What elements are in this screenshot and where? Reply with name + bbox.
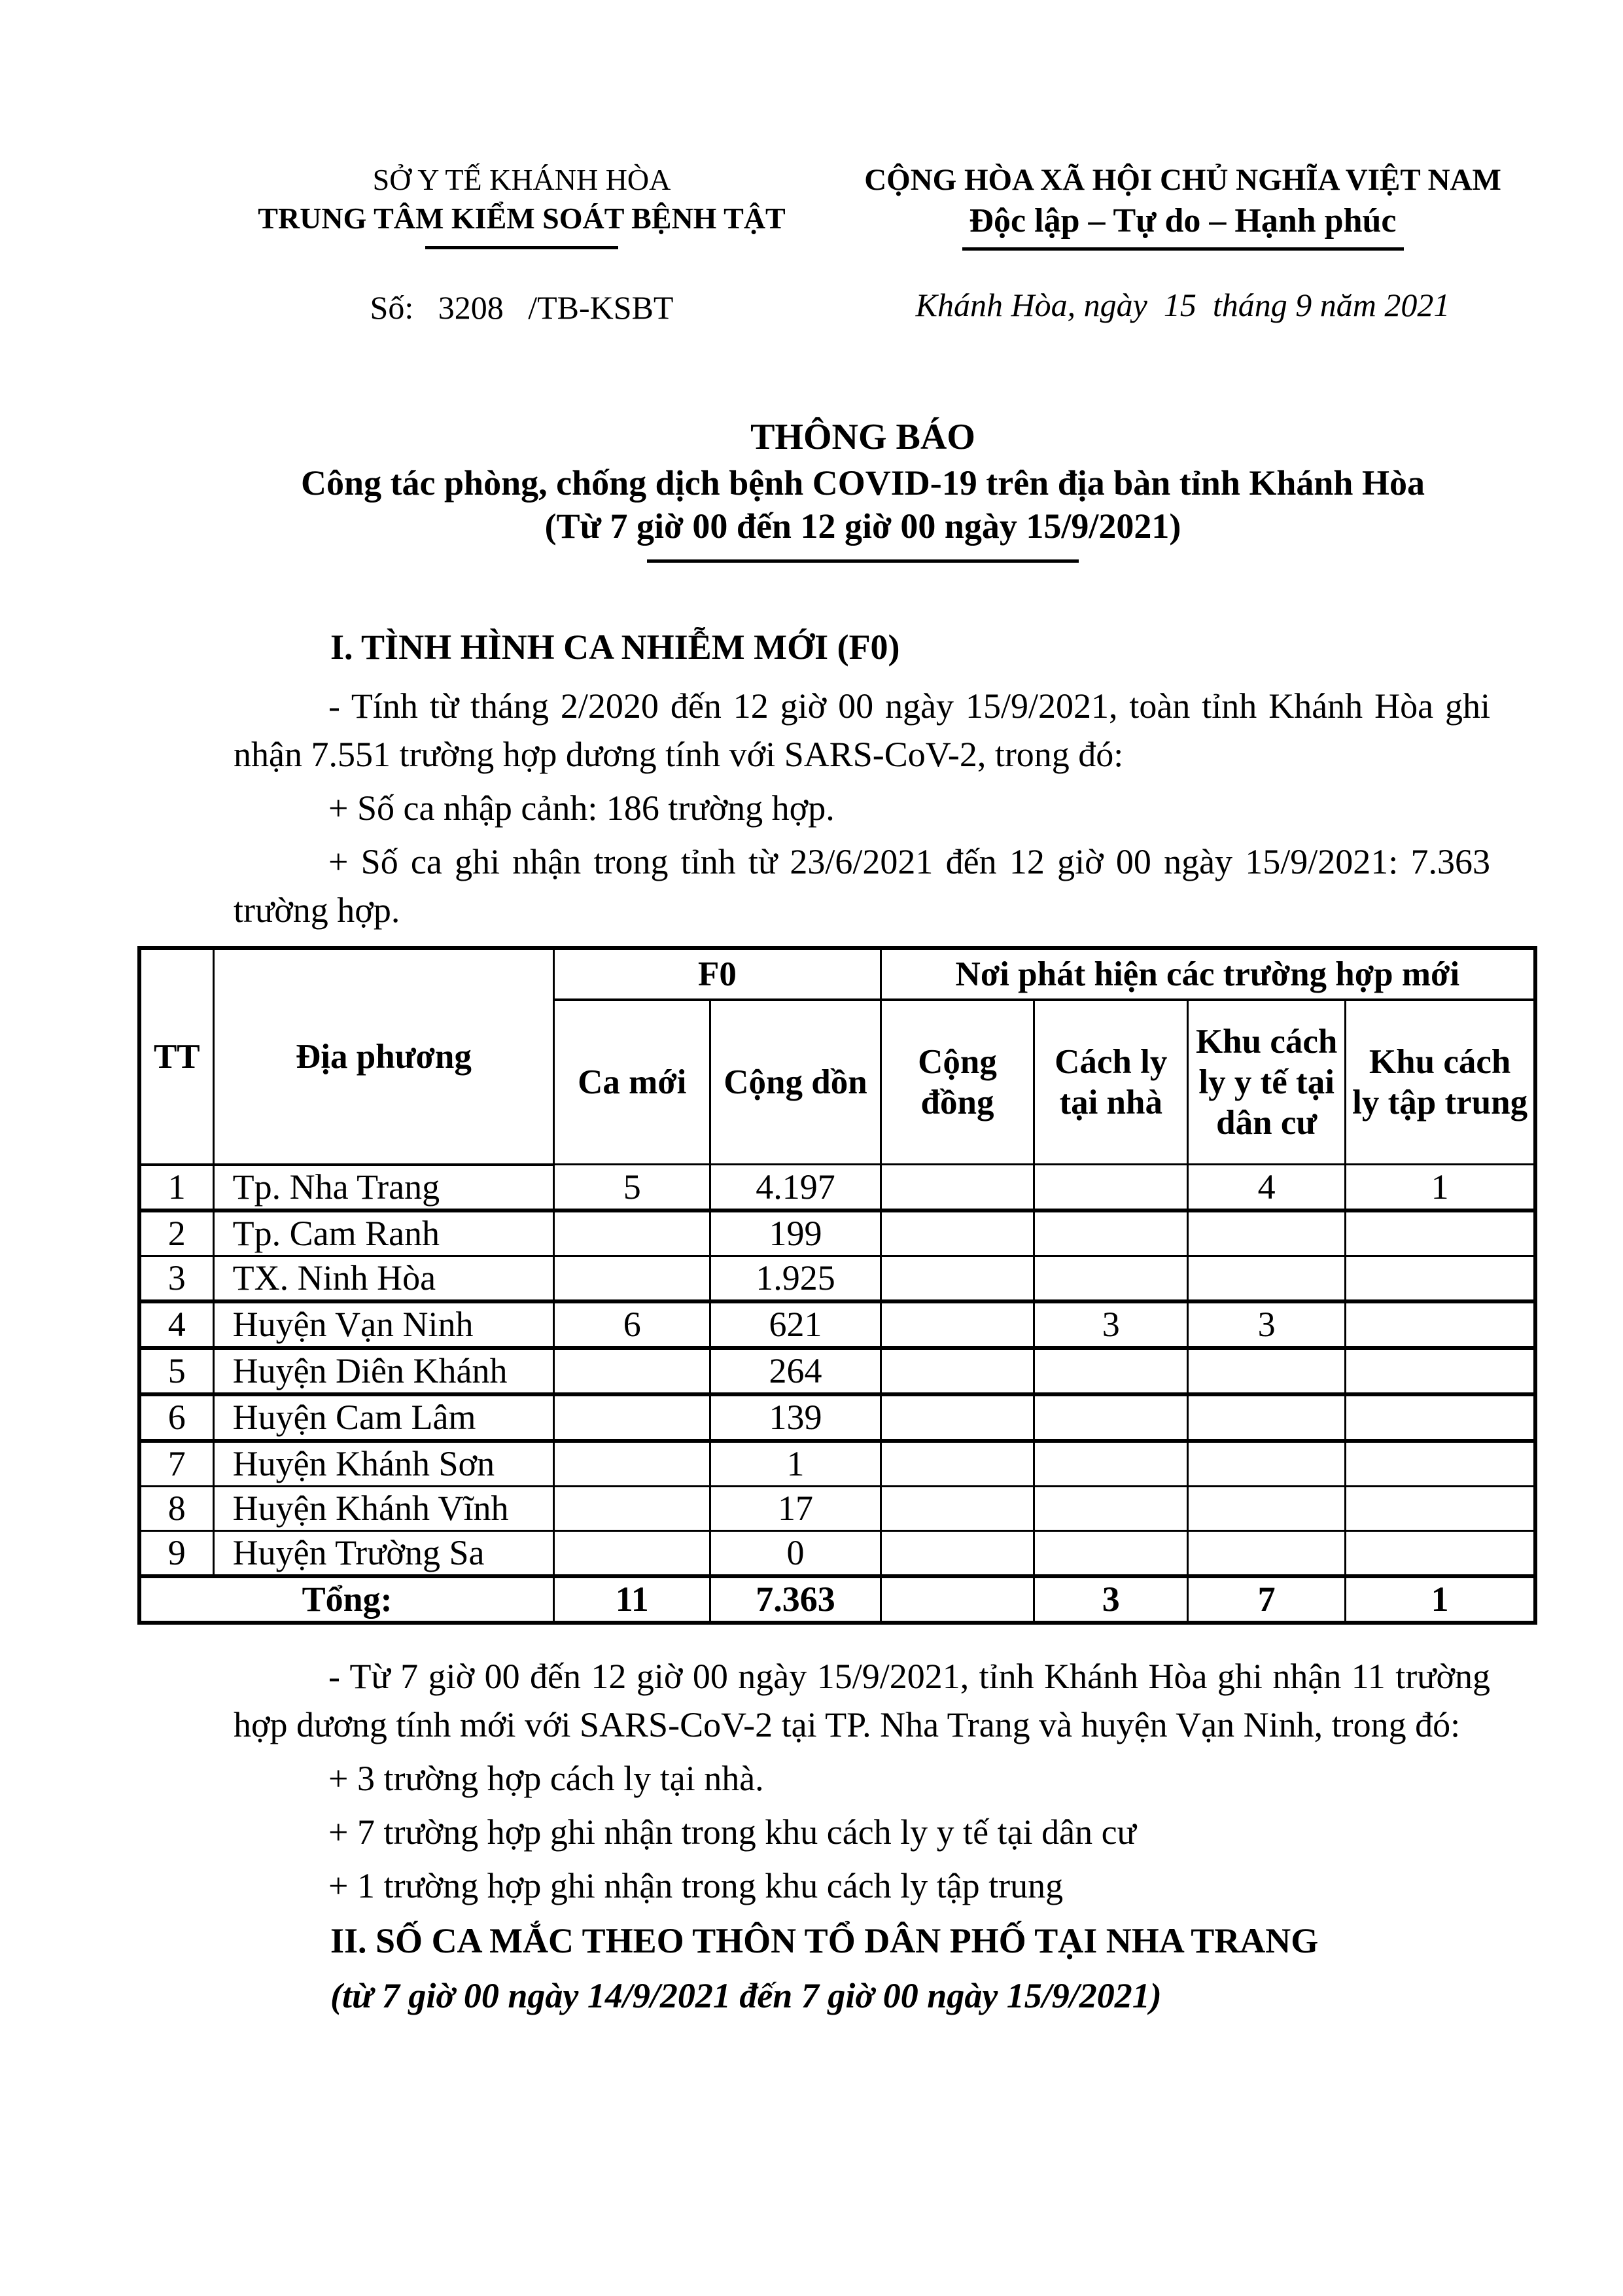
table-row [139, 1394, 1535, 1441]
cell-locality: TX. Ninh Hòa [213, 1256, 554, 1301]
col-header-home-quarantine: Cách ly tại nhà [1034, 1000, 1188, 1165]
bullet-local-cases: + Số ca ghi nhận trong tỉnh từ 23/6/2021 đến 12 giờ 00 ngày 15/9/2021: 7.363 trường hợp. [234, 842, 1490, 930]
cell-total-medical-quarantine: 7 [1188, 1576, 1346, 1623]
cell-cumulative: 0 [710, 1530, 881, 1576]
cell-tt: 2 [139, 1210, 213, 1256]
section-2-heading: II. SỐ CA MẮC THEO THÔN TỔ DÂN PHỐ TẠI NHA TRANG [330, 1920, 1319, 1960]
cell-medical-quarantine [1188, 1530, 1346, 1576]
cell-new-cases [554, 1441, 710, 1487]
cell-tt: 5 [139, 1348, 213, 1394]
col-header-new-cases: Ca mới [554, 1000, 710, 1165]
cell-concentrated-quarantine [1346, 1394, 1535, 1441]
cell-total-home-quarantine: 3 [1034, 1576, 1188, 1623]
cell-community [881, 1256, 1034, 1301]
issuing-org-name: TRUNG TÂM KIỂM SOÁT BỆNH TẬT [258, 202, 786, 235]
cell-concentrated-quarantine [1346, 1486, 1535, 1530]
cell-locality: Huyện Khánh Vĩnh [213, 1486, 554, 1530]
cell-concentrated-quarantine: 1 [1346, 1165, 1535, 1210]
para-cumulative-cases: - Tính từ tháng 2/2020 đến 12 giờ 00 ngày 15/9/2021, toàn tỉnh Khánh Hòa ghi nhận 7.551 trường hợp dương tính với SARS-CoV-2, trong đó: [234, 686, 1490, 774]
cell-medical-quarantine [1188, 1441, 1346, 1487]
letterhead [0, 0, 1623, 327]
cell-new-cases: 5 [554, 1165, 710, 1210]
cell-community [881, 1530, 1034, 1576]
document-number: Số: 3208 /TB-KSBT [370, 289, 674, 326]
cell-cumulative: 1 [710, 1441, 881, 1487]
cell-cumulative: 17 [710, 1486, 881, 1530]
cell-total-label: Tổng: [139, 1576, 554, 1623]
table-row [139, 1486, 1535, 1530]
cell-home-quarantine [1034, 1165, 1188, 1210]
table-row [139, 1530, 1535, 1576]
cell-new-cases [554, 1394, 710, 1441]
cell-locality: Huyện Khánh Sơn [213, 1441, 554, 1487]
cell-cumulative: 264 [710, 1348, 881, 1394]
cell-cumulative: 4.197 [710, 1165, 881, 1210]
cell-total-cumulative: 7.363 [710, 1576, 881, 1623]
cell-tt: 1 [139, 1165, 213, 1210]
motto-underline-divider [962, 247, 1404, 251]
table-total-row [139, 1576, 1535, 1623]
notice-subtitle: Công tác phòng, chống dịch bệnh COVID-19 trên địa bàn tỉnh Khánh Hòa [301, 463, 1425, 503]
bullet-medical-quarantine-cases: + 7 trường hợp ghi nhận trong khu cách ly y tế tại dân cư [328, 1812, 1136, 1852]
cell-cumulative: 139 [710, 1394, 881, 1441]
cell-medical-quarantine [1188, 1348, 1346, 1394]
col-header-medical-quarantine: Khu cách ly y tế tại dân cư [1188, 1000, 1346, 1165]
table-row [139, 1256, 1535, 1301]
cell-locality: Tp. Cam Ranh [213, 1210, 554, 1256]
cell-community [881, 1301, 1034, 1348]
table-row [139, 1165, 1535, 1210]
cell-medical-quarantine: 3 [1188, 1301, 1346, 1348]
col-header-cumulative: Cộng dồn [710, 1000, 881, 1165]
notice-period: (Từ 7 giờ 00 đến 12 giờ 00 ngày 15/9/2021) [544, 506, 1181, 546]
section-2-period: (từ 7 giờ 00 ngày 14/9/2021 đến 7 giờ 00 ngày 15/9/2021) [330, 1975, 1162, 2015]
group-header-detection: Nơi phát hiện các trường hợp mới [881, 948, 1535, 1000]
cell-home-quarantine [1034, 1486, 1188, 1530]
cell-tt: 9 [139, 1530, 213, 1576]
table-row [139, 1441, 1535, 1487]
cell-medical-quarantine [1188, 1486, 1346, 1530]
col-header-community: Cộng đồng [881, 1000, 1034, 1165]
cell-community [881, 1210, 1034, 1256]
group-header-f0: F0 [554, 948, 881, 1000]
cell-new-cases [554, 1348, 710, 1394]
covid-cases-table [137, 946, 1537, 1625]
cell-concentrated-quarantine [1346, 1530, 1535, 1576]
cell-locality: Huyện Cam Lâm [213, 1394, 554, 1441]
bullet-concentrated-quarantine-cases: + 1 trường hợp ghi nhận trong khu cách ly tập trung [328, 1865, 1064, 1905]
col-header-tt: TT [139, 948, 213, 1165]
cell-total-concentrated-quarantine: 1 [1346, 1576, 1535, 1623]
cell-medical-quarantine [1188, 1210, 1346, 1256]
cell-tt: 4 [139, 1301, 213, 1348]
cell-community [881, 1394, 1034, 1441]
section-1-heading: I. TÌNH HÌNH CA NHIỄM MỚI (F0) [330, 627, 900, 667]
cell-community [881, 1486, 1034, 1530]
cell-community [881, 1165, 1034, 1210]
cell-medical-quarantine [1188, 1256, 1346, 1301]
cell-new-cases: 6 [554, 1301, 710, 1348]
issuing-org-block [222, 161, 821, 327]
cell-concentrated-quarantine [1346, 1301, 1535, 1348]
cell-concentrated-quarantine [1346, 1256, 1535, 1301]
cell-medical-quarantine: 4 [1188, 1165, 1346, 1210]
cell-new-cases [554, 1210, 710, 1256]
cell-new-cases [554, 1486, 710, 1530]
table-group-header-row [139, 948, 1535, 1000]
cell-locality: Tp. Nha Trang [213, 1165, 554, 1210]
cell-medical-quarantine [1188, 1394, 1346, 1441]
document-body [0, 623, 1623, 2020]
cell-locality: Huyện Trường Sa [213, 1530, 554, 1576]
issuing-org-parent: SỞ Y TẾ KHÁNH HÒA [372, 163, 671, 196]
cell-concentrated-quarantine [1346, 1210, 1535, 1256]
cell-tt: 3 [139, 1256, 213, 1301]
cell-total-new-cases: 11 [554, 1576, 710, 1623]
bullet-imported-cases: + Số ca nhập cảnh: 186 trường hợp. [328, 788, 835, 828]
cell-community [881, 1348, 1034, 1394]
title-block [234, 413, 1492, 563]
cell-tt: 6 [139, 1394, 213, 1441]
cell-community [881, 1441, 1034, 1487]
national-title: CỘNG HÒA XÃ HỘI CHỦ NGHĨA VIỆT NAM [864, 163, 1501, 197]
para-new-cases: - Từ 7 giờ 00 đến 12 giờ 00 ngày 15/9/2021, tỉnh Khánh Hòa ghi nhận 11 trường hợp dương tính mới với SARS-CoV-2 tại TP. Nha Trang và huyện Vạn Ninh, trong đó: [234, 1656, 1490, 1744]
title-underline-divider [647, 559, 1079, 563]
cell-home-quarantine [1034, 1394, 1188, 1441]
cell-cumulative: 621 [710, 1301, 881, 1348]
cell-home-quarantine [1034, 1256, 1188, 1301]
national-motto: Độc lập – Tự do – Hạnh phúc [969, 202, 1397, 239]
cell-home-quarantine [1034, 1210, 1188, 1256]
cell-locality: Huyện Vạn Ninh [213, 1301, 554, 1348]
cell-home-quarantine [1034, 1441, 1188, 1487]
cell-cumulative: 199 [710, 1210, 881, 1256]
table-row [139, 1348, 1535, 1394]
cell-tt: 7 [139, 1441, 213, 1487]
cell-new-cases [554, 1530, 710, 1576]
table-row [139, 1210, 1535, 1256]
cell-new-cases [554, 1256, 710, 1301]
col-header-concentrated-quarantine: Khu cách ly tập trung [1346, 1000, 1535, 1165]
col-header-locality: Địa phương [213, 948, 554, 1165]
cell-home-quarantine [1034, 1348, 1188, 1394]
cell-home-quarantine: 3 [1034, 1301, 1188, 1348]
cell-total-community [881, 1576, 1034, 1623]
bullet-home-quarantine-cases: + 3 trường hợp cách ly tại nhà. [328, 1758, 764, 1798]
cell-home-quarantine [1034, 1530, 1188, 1576]
cell-locality: Huyện Diên Khánh [213, 1348, 554, 1394]
table-row [139, 1301, 1535, 1348]
cell-cumulative: 1.925 [710, 1256, 881, 1301]
cell-concentrated-quarantine [1346, 1348, 1535, 1394]
cell-tt: 8 [139, 1486, 213, 1530]
national-motto-block [821, 161, 1538, 327]
cell-concentrated-quarantine [1346, 1441, 1535, 1487]
place-date-line: Khánh Hòa, ngày 15 tháng 9 năm 2021 [915, 287, 1450, 323]
org-underline-divider [425, 246, 618, 249]
notice-title: THÔNG BÁO [750, 417, 975, 457]
